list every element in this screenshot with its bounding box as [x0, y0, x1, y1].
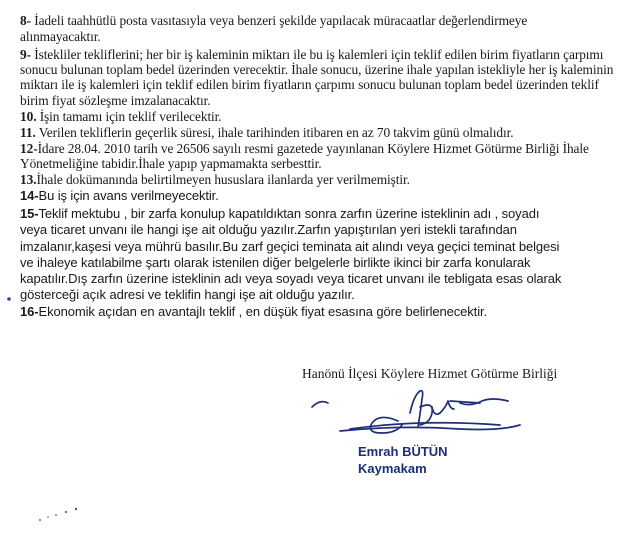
item-12-line-2: Yönetmeliğine tabidir.İhale yapıp yapmamakta serbesttir.: [20, 156, 322, 171]
item-10-number: 10.: [20, 109, 37, 124]
item-13-line: [20, 172, 410, 188]
item-13-text: İhale dokümanında belirtilmeyen hususlara ilanlarda yer verilmemiştir.: [36, 172, 410, 187]
item-12-number: 12-: [20, 141, 38, 156]
item-9-number: 9-: [20, 47, 31, 62]
item-15-line-5: kapatılır.Dış zarfın üzerine isteklinin adı veya soyadı veya ticaret unvanı ile tebligata esas olarak: [20, 271, 562, 286]
item-8-line-2: alınmayacaktır.: [20, 29, 101, 44]
item-15-line-3: imzalanır,kaşesi veya mührü basılır.Bu zarf geçici teminata ait alındı veya geçici teminat belgesi: [20, 239, 560, 254]
item-11-text: Verilen tekliflerin geçerlik süresi, ihale tarihinden itibaren en az 70 takvim günü olmalıdır.: [38, 125, 514, 140]
item-15-number: 15-: [20, 206, 39, 221]
item-16-text: Ekonomik açıdan en avantajlı teklif , en düşük fiyat esasına göre belirlenecektir.: [38, 304, 488, 319]
item-15-line-1: [20, 206, 539, 222]
item-16-number: 16-: [20, 304, 39, 319]
item-12-text: İdare 28.04. 2010 tarih ve 26506 sayılı resmi gazetede yayınlanan Köylere Hizmet Götürme Birliği İhale: [37, 141, 589, 156]
item-9-line-1: [20, 47, 603, 63]
item-15-line-6: gösterceği açık adresi ve teklifin hangi işe ait olduğu yazılır.: [20, 287, 355, 302]
item-8-text: İadeli taahhütlü posta vasıtasıyla veya benzeri şekilde yapılacak müracaatlar değerlendirmeye: [34, 13, 528, 28]
item-9-line-2: sonucu bulunan toplam bedel üzerinden verecektir. İhale sonucu, üzerine ihale yapılan istekliyle her iş kaleminin: [20, 62, 614, 77]
signer-name: Emrah BÜTÜN: [358, 444, 448, 459]
item-15-line-2: veya ticaret unvanı ile hangi işe ait olduğu yazılır.Zarfın yapıştırılan yeri istekli tarafından: [20, 222, 517, 237]
signer-title: Kaymakam: [358, 461, 427, 476]
item-11-number: 11.: [20, 125, 36, 140]
item-8-number: 8-: [20, 13, 31, 28]
margin-dot-icon: [6, 296, 12, 302]
item-8-line-1: [20, 13, 527, 29]
item-15-text: Teklif mektubu , bir zarfa konulup kapatıldıktan sonra zarfın üzerine isteklinin adı , soyadı: [38, 206, 540, 221]
organization-name: Hanönü İlçesi Köylere Hizmet Götürme Birliği: [302, 366, 558, 381]
item-9-line-3: miktarı ile iş kalemleri için teklif edilen birim fiyatların çarpımı sonucu bulunan toplam bedel üzerinden teklif: [20, 77, 599, 92]
item-9-text: İstekliler tekliflerini; her bir iş kaleminin miktarı ile bu iş kalemleri için teklif edilen birim fiyatların çarpımı: [34, 47, 604, 62]
item-14-line: [20, 188, 219, 204]
item-15-line-4: ve ihaleye katılabilme şartı olarak istenilen diğer belgelerle birlikte ikinci bir zarfa konularak: [20, 255, 531, 270]
item-16-line: [20, 304, 487, 320]
item-14-text: Bu iş için avans verilmeyecektir.: [38, 188, 219, 203]
item-10-line: [20, 109, 222, 125]
item-14-number: 14-: [20, 188, 39, 203]
item-10-text: İşin tamamı için teklif verilecektir.: [39, 109, 222, 124]
handwritten-signature-icon: [300, 385, 530, 445]
item-11-line: [20, 125, 513, 141]
item-9-line-4: birim fiyat sözleşme imzalanacaktır.: [20, 93, 211, 108]
item-12-line-1: [20, 141, 589, 157]
scan-speck-icon: [36, 506, 86, 526]
item-13-number: 13.: [20, 172, 37, 187]
